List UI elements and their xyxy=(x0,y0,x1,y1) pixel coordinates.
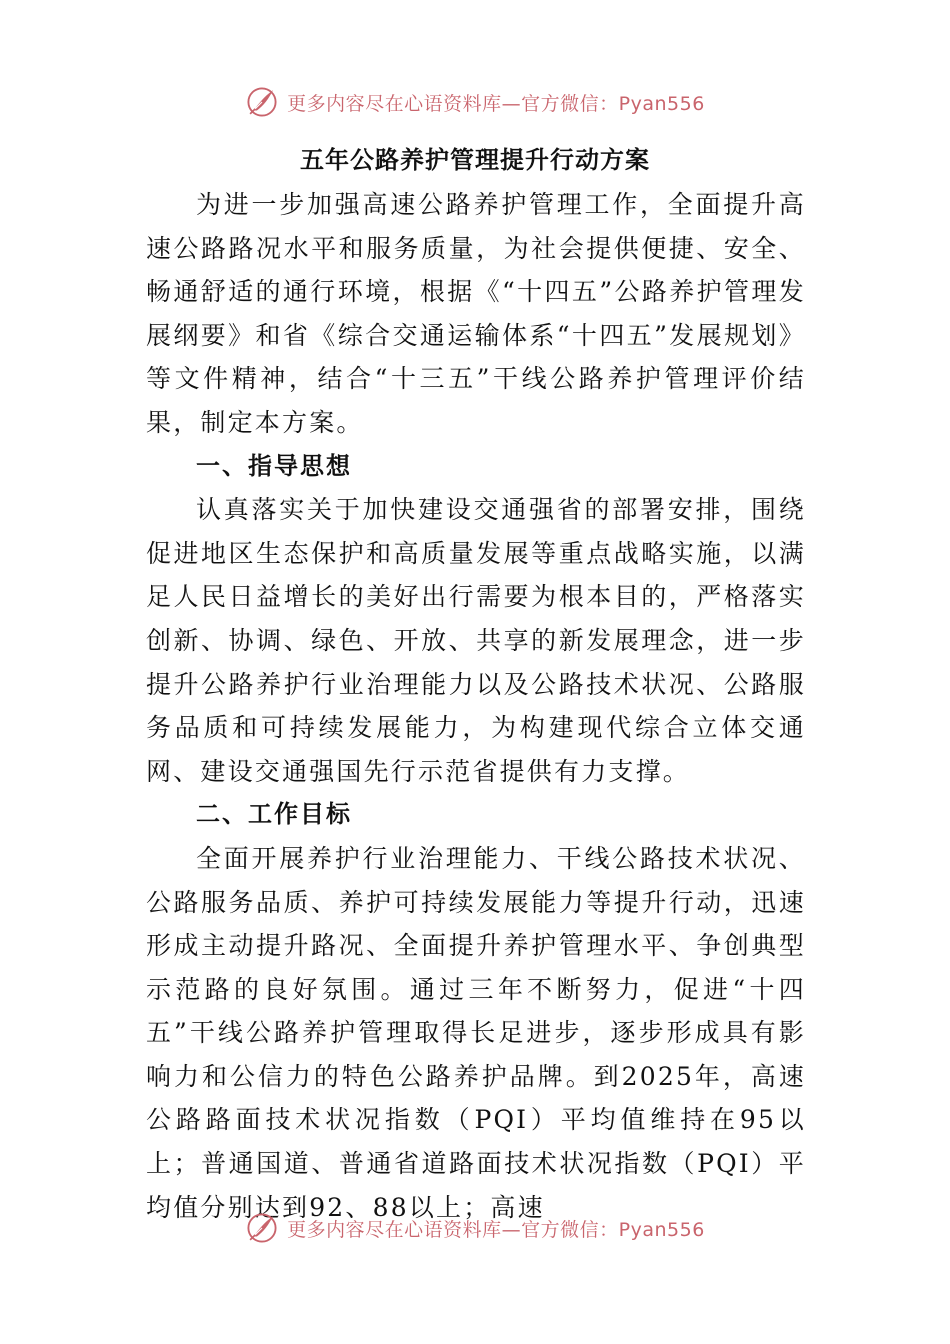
intro-paragraph: 为进一步加强高速公路养护管理工作，全面提升高速公路路况水平和服务质量，为社会提供便捷、安全、畅通舒适的通行环境，根据《“十四五”公路养护管理发展纲要》和省《综合交通运输体系“十四五”发展规划》等文件精神，结合“十三五”干线公路养护管理评价结果，制定本方案。 xyxy=(146,190,806,437)
section-heading-work-goals: 二、工作目标 xyxy=(196,800,352,829)
document-body xyxy=(146,183,806,1229)
quill-logo-icon xyxy=(245,1211,279,1245)
document-title: 五年公路养护管理提升行动方案 xyxy=(300,146,650,174)
section-heading-guiding-ideology: 一、指导思想 xyxy=(196,451,352,480)
watermark-footer xyxy=(0,1208,950,1248)
watermark-text: 更多内容尽在心语资料库—官方微信：Pyan556 xyxy=(287,1218,705,1241)
section-body-guiding-ideology: 认真落实关于加快建设交通强省的部署安排，围绕促进地区生态保护和高质量发展等重点战略实施，以满足人民日益增长的美好出行需要为根本目的，严格落实创新、协调、绿色、开放、共享的新发展理念，进一步提升公路养护行业治理能力以及公路技术状况、公路服务品质和可持续发展能力，为构建现代综合立体交通网、建设交通强国先行示范省提供有力支撑。 xyxy=(146,495,806,786)
section-body-work-goals: 全面开展养护行业治理能力、干线公路技术状况、公路服务品质、养护可持续发展能力等提升行动，迅速形成主动提升路况、全面提升养护管理水平、争创典型示范路的良好氛围。通过三年不断努力，促进“十四五”干线公路养护管理取得长足进步，逐步形成具有影响力和公信力的特色公路养护品牌。到2025年，高速公路路面技术状况指数（PQI）平均值维持在95以上；普通国道、普通省道路面技术状况指数（PQI）平均值分别达到92、88以上；高速 xyxy=(146,843,806,1222)
quill-logo-icon xyxy=(245,85,279,119)
watermark-header xyxy=(0,82,950,122)
watermark-text: 更多内容尽在心语资料库—官方微信：Pyan556 xyxy=(287,92,705,115)
